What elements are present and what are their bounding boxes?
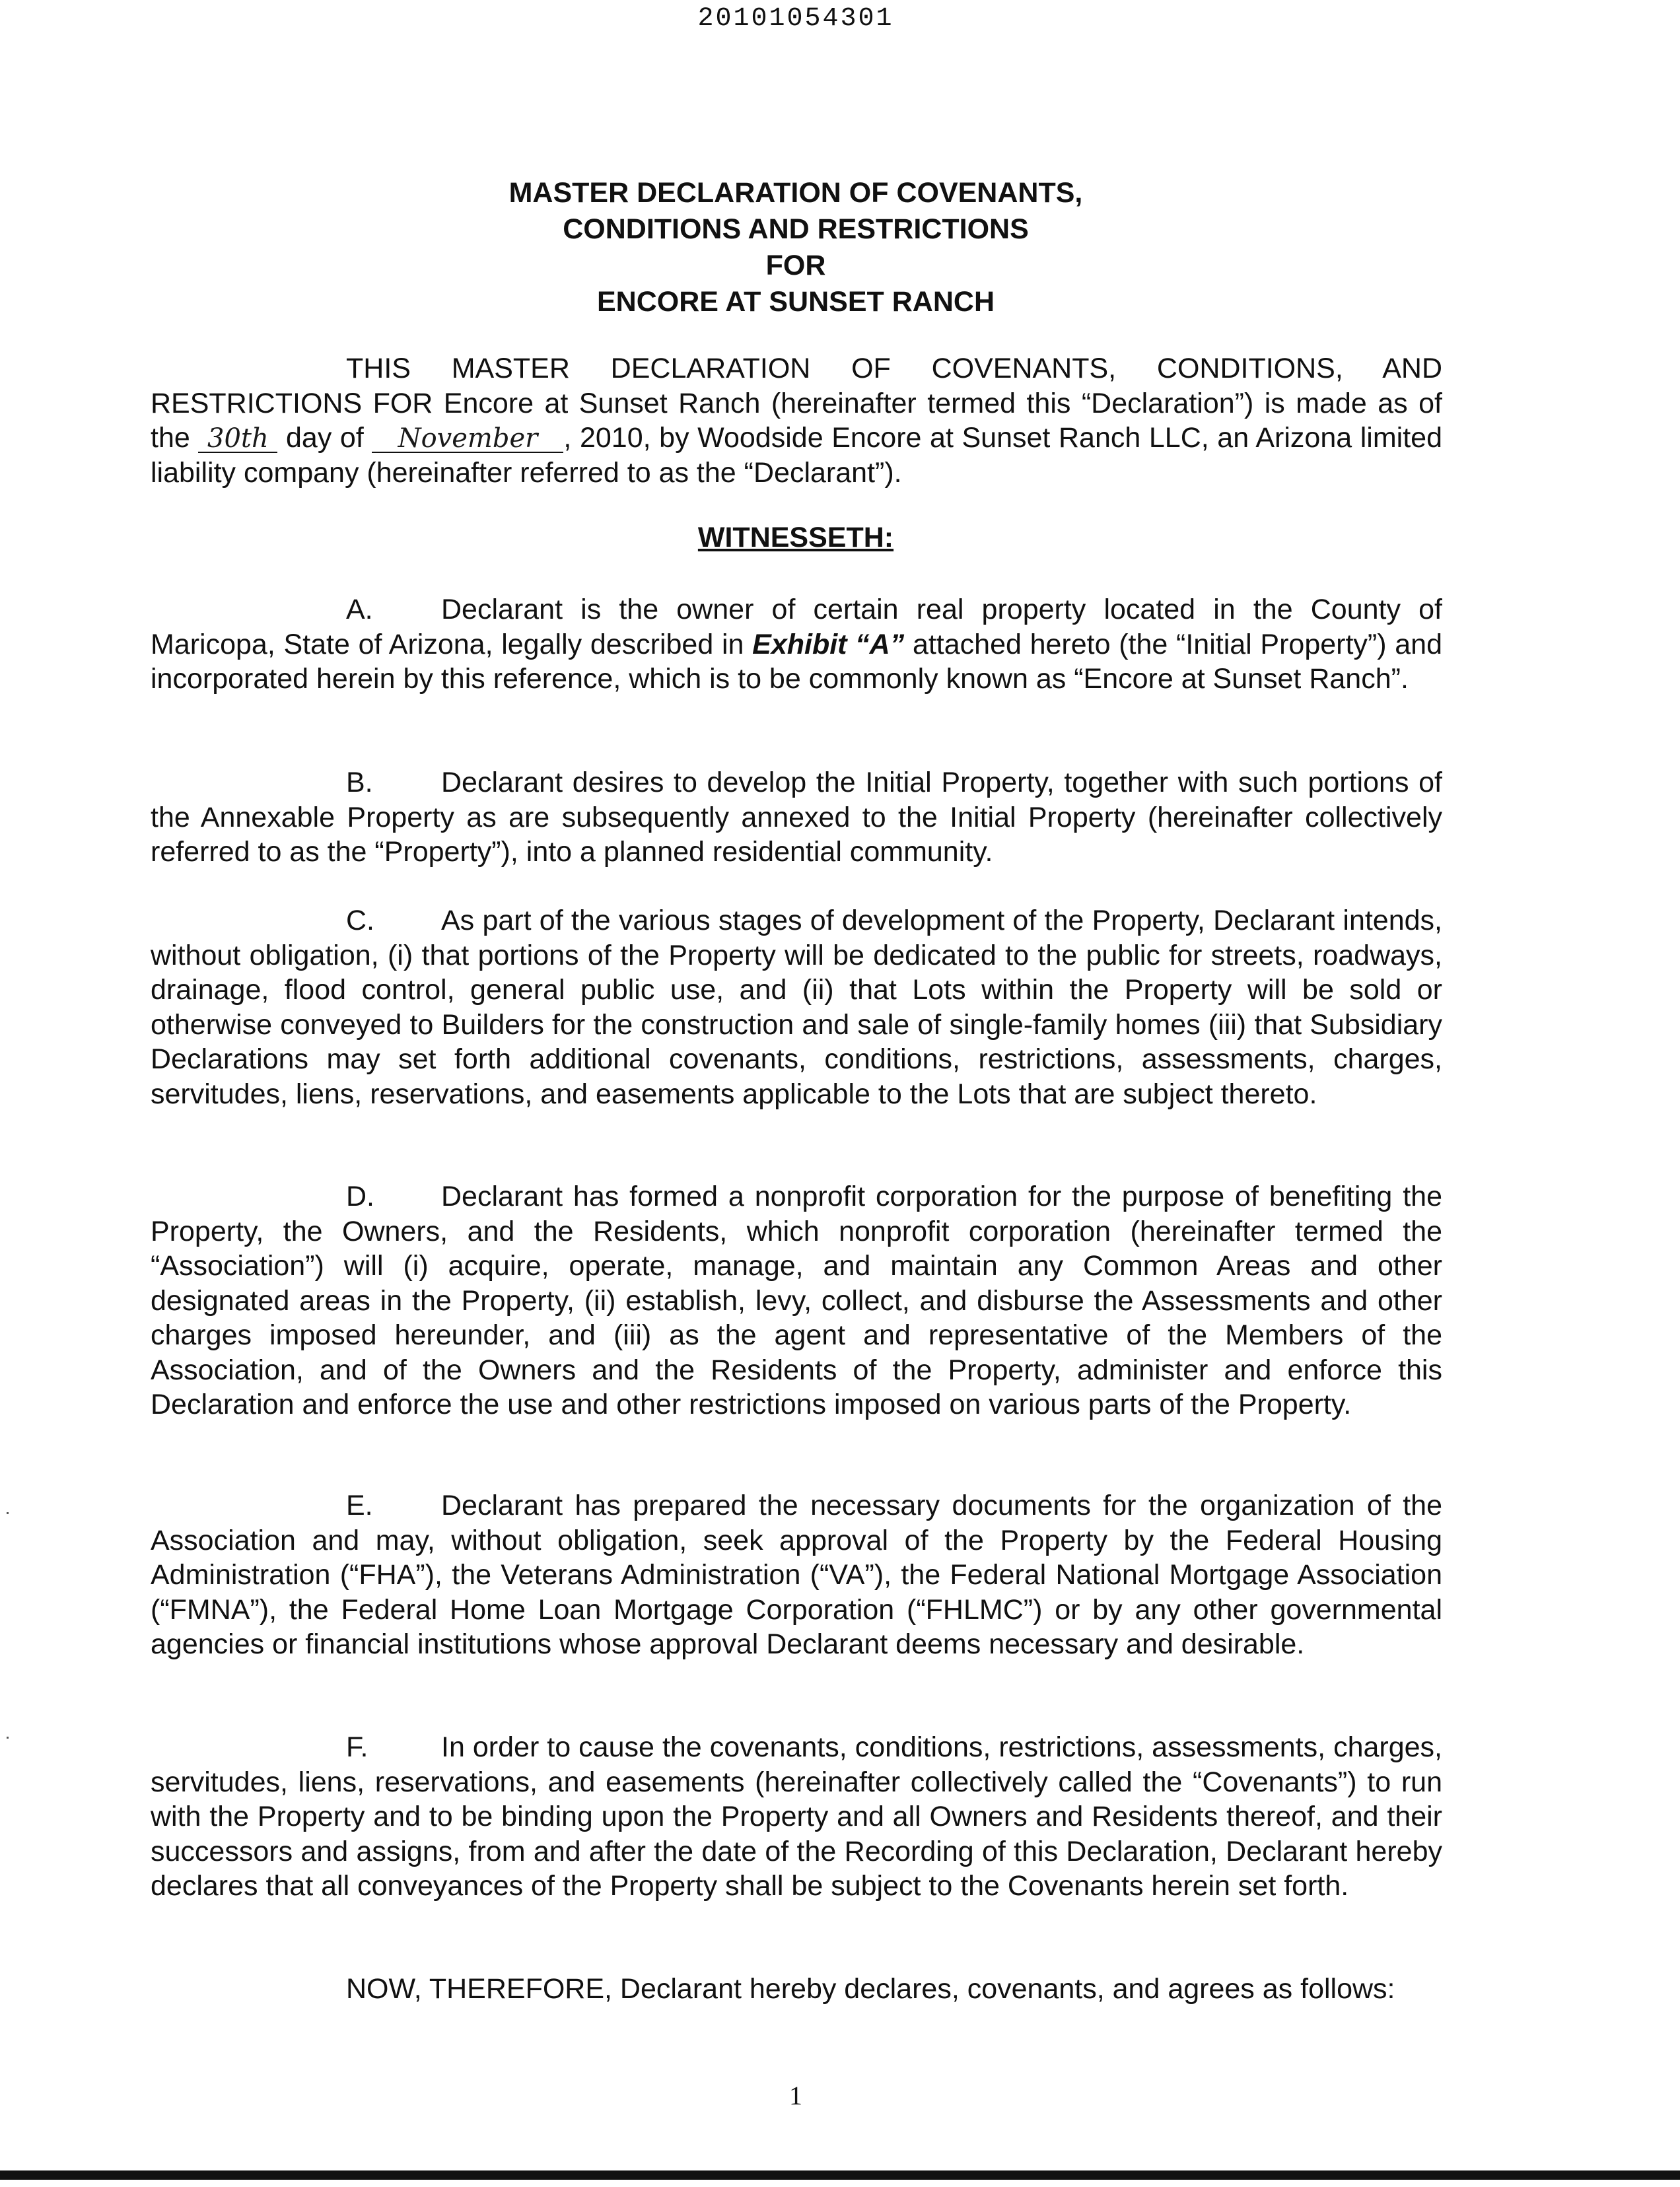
recital-a	[151, 592, 1442, 697]
recital-c-text: As part of the various stages of development of the Property, Declarant intends, without obligation, (i) that portions of the Property will be dedicated to the public for streets, roadways, drainage, flood control, general public use, and (ii) that Lots within the Property will be sold or otherwise conveyed to Builders for the construction and sale of single-family homes (iii) that Subsidiary Declarations may set forth additional covenants, conditions, restrictions, assessments, charges, servitudes, liens, reservations, and easements applicable to the Lots that are subject thereto.	[151, 905, 1442, 1110]
recital-b-text: Declarant desires to develop the Initial Property, together with such portions of the Annexable Property as are subsequently annexed to the Initial Property (hereinafter collectively referred to as the “Property”), into a planned residential community.	[151, 767, 1442, 868]
title-line-3: FOR	[765, 250, 826, 281]
intro-text-c: , 2010, by Woodside Encore at Sunset Ranch LLC, an Arizona limited liability company (hereinafter referred to as the “Declarant”).	[151, 422, 1443, 489]
scan-speck	[7, 1737, 9, 1739]
recital-letter: A.	[346, 594, 373, 625]
recital-letter: F.	[346, 1731, 368, 1763]
scan-speck	[7, 1512, 9, 1514]
title-line-4: ENCORE AT SUNSET RANCH	[596, 286, 995, 318]
recital-e	[151, 1488, 1442, 1662]
witnesseth-heading: WITNESSETH:	[697, 522, 894, 553]
recital-a-text-1: Declarant is the owner of certain real property located in the County of Maricopa, State of Arizona, legally described in	[151, 594, 1442, 660]
page-bottom-border	[0, 2170, 1680, 2180]
page-number: 1	[789, 2081, 802, 2110]
recording-number: 20101054301	[697, 4, 894, 34]
recital-e-text: Declarant has prepared the necessary documents for the organization of the Association and may, without obligation, seek approval of the Property by the Federal Housing Administration (“FHA”), the Veterans Administration (“VA”), the Federal National Mortgage Association (“FMNA”), the Federal Home Loan Mortgage Corporation (“FHLMC”) or by any other governmental agencies or financial institutions whose approval Declarant deems necessary and desirable.	[151, 1490, 1442, 1660]
document-title	[0, 175, 1592, 320]
recital-f-text: In order to cause the covenants, conditions, restrictions, assessments, charges, servitudes, liens, reservations, and easements (hereinafter collectively called the “Covenants”) to run with the Property and to be binding upon the Property and all Owners and Residents thereof, and their successors and assigns, from and after the date of the Recording of this Declaration, Declarant hereby declares that all conveyances of the Property shall be subject to the Covenants herein set forth.	[151, 1731, 1442, 1902]
recital-letter: C.	[346, 905, 374, 936]
recital-f	[151, 1730, 1442, 1904]
handwritten-day: 30th	[198, 425, 277, 453]
title-line-1: MASTER DECLARATION OF COVENANTS,	[508, 177, 1083, 209]
intro-text-a: THIS MASTER DECLARATION OF COVENANTS, CONDITIONS, AND RESTRICTIONS FOR Encore at Sunset Ranch (hereinafter termed this “Declaration”) is made as of the	[151, 353, 1442, 454]
exhibit-reference: Exhibit “A”	[752, 628, 905, 660]
handwritten-month: November	[372, 425, 563, 453]
recital-a-text-2: attached hereto (the “Initial Property”) and incorporated herein by this reference, which is to be commonly known as “Encore at Sunset Ranch”.	[151, 628, 1442, 695]
recital-d	[151, 1179, 1442, 1422]
recital-letter: B.	[346, 767, 373, 798]
title-line-2: CONDITIONS AND RESTRICTIONS	[563, 213, 1029, 245]
closing-text: NOW, THEREFORE, Declarant hereby declares, covenants, and agrees as follows:	[346, 1973, 1395, 2005]
recital-c	[151, 903, 1442, 1111]
recital-b	[151, 765, 1442, 870]
closing-paragraph	[151, 1972, 1442, 2007]
intro-paragraph	[151, 351, 1442, 490]
intro-text-b: day of	[286, 422, 364, 454]
recital-d-text: Declarant has formed a nonprofit corporation for the purpose of benefiting the Property, the Owners, and the Residents, which nonprofit corporation (hereinafter termed the “Association”) will (i) acquire, operate, manage, and maintain any Common Areas and other designated areas in the Property, (ii) establish, levy, collect, and disburse the Assessments and other charges imposed hereunder, and (iii) as the agent and representative of the Members of the Association, and of the Owners and the Residents of the Property, administer and enforce this Declaration and enforce the use and other restrictions imposed on various parts of the Property.	[151, 1181, 1442, 1420]
recital-letter: E.	[346, 1490, 373, 1521]
recital-letter: D.	[346, 1181, 374, 1212]
